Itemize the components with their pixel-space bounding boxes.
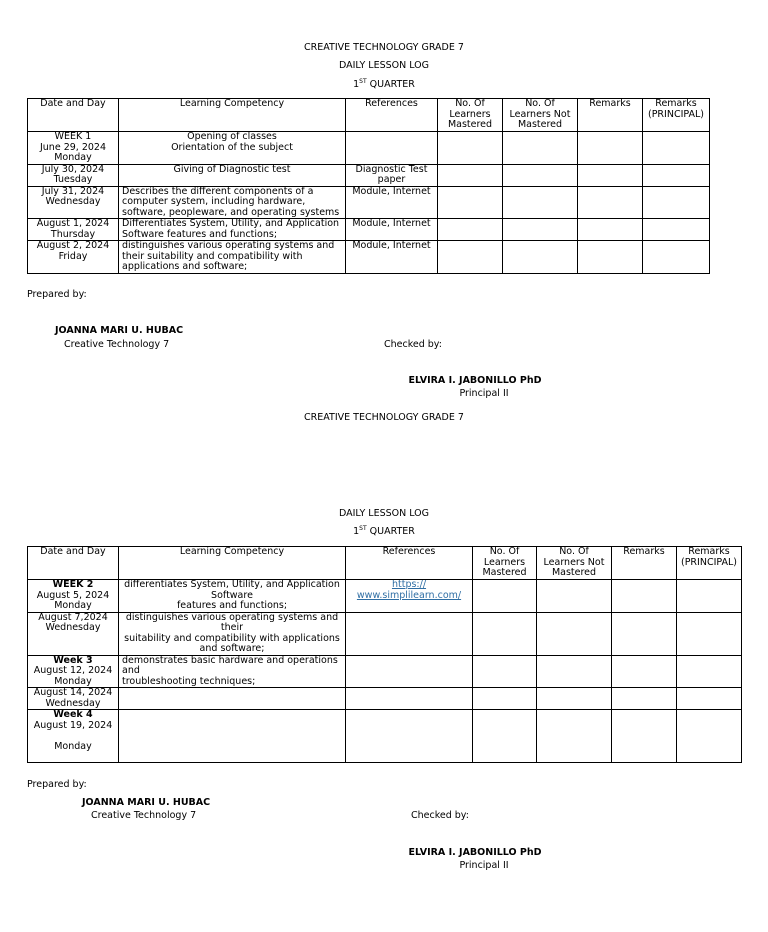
competency-cell xyxy=(119,164,346,186)
remarks-cell xyxy=(612,612,677,655)
table-header-row xyxy=(28,547,742,580)
quarter-word: QUARTER xyxy=(369,79,415,90)
lesson-log-table-1 xyxy=(27,98,710,274)
competency-text: Giving of Diagnostic test xyxy=(173,164,291,175)
date-cell xyxy=(28,710,119,763)
remarks-principal-cell xyxy=(677,612,742,655)
competency-cell xyxy=(119,132,346,165)
week-label: Week 3 xyxy=(53,655,93,666)
quarter-word: QUARTER xyxy=(369,526,415,537)
competency-cell xyxy=(119,612,346,655)
header-references: References xyxy=(346,547,473,580)
references-cell: Diagnostic Test paper xyxy=(346,164,438,186)
quarter-suffix: ST xyxy=(359,78,367,85)
remarks-cell xyxy=(612,688,677,710)
table-row xyxy=(28,688,742,710)
remarks-principal-cell xyxy=(643,219,710,241)
references-cell xyxy=(346,132,438,165)
table-row xyxy=(28,219,710,241)
header-competency: Learning Competency xyxy=(119,547,346,580)
date-cell xyxy=(28,655,119,688)
table-row xyxy=(28,132,710,165)
mastered-cell xyxy=(473,612,537,655)
competency-text: distinguishes various operating systems and xyxy=(125,612,339,623)
competency-text: applications and software; xyxy=(122,261,248,272)
date-text: August 7,2024 xyxy=(38,612,108,623)
competency-cell xyxy=(119,241,346,274)
not-mastered-cell xyxy=(537,710,612,763)
page1-title: CREATIVE TECHNOLOGY GRADE 7 xyxy=(304,42,464,53)
prepared-by-label: Prepared by: xyxy=(27,779,87,790)
date-cell xyxy=(28,132,119,165)
header-references: References xyxy=(346,99,438,132)
competency-text: features and functions; xyxy=(176,600,288,611)
table-row xyxy=(28,710,742,763)
teacher-name: JOANNA MARI U. HUBAC xyxy=(82,797,211,808)
references-cell: Module, Internet xyxy=(346,219,438,241)
week-label: Week 4 xyxy=(53,709,93,720)
week-label: WEEK 1 xyxy=(54,131,92,142)
remarks-cell xyxy=(612,580,677,613)
table-row xyxy=(28,655,742,688)
day-text: Tuesday xyxy=(53,174,93,185)
header-remarks: Remarks xyxy=(612,547,677,580)
date-text: August 14, 2024 xyxy=(33,687,113,698)
date-text: August 2, 2024 xyxy=(36,240,110,251)
date-text: August 19, 2024 xyxy=(33,719,113,731)
header-competency: Learning Competency xyxy=(119,99,346,132)
competency-text: software, peopleware, and operating systems xyxy=(122,206,340,218)
competency-cell xyxy=(119,688,346,710)
competency-text: differentiates System, Utility, and Application xyxy=(124,579,340,590)
header-date: Date and Day xyxy=(28,547,119,580)
header-mastered: No. Of Learners Mastered xyxy=(473,547,537,580)
mastered-cell xyxy=(473,580,537,613)
references-cell: Module, Internet xyxy=(346,241,438,274)
page1-subtitle: DAILY LESSON LOG xyxy=(338,60,430,71)
quarter-suffix: ST xyxy=(359,525,367,532)
day-text: Wednesday xyxy=(45,622,101,633)
page2-title: CREATIVE TECHNOLOGY GRADE 7 xyxy=(304,412,464,423)
day-text: Friday xyxy=(58,250,88,262)
references-cell xyxy=(346,612,473,655)
not-mastered-cell xyxy=(537,688,612,710)
day-text: Monday xyxy=(54,152,92,163)
principal-name: ELVIRA I. JABONILLO PhD xyxy=(408,847,542,858)
competency-cell xyxy=(119,710,346,763)
not-mastered-cell xyxy=(537,655,612,688)
references-cell xyxy=(346,710,473,763)
competency-text: Software xyxy=(211,589,253,601)
date-cell xyxy=(28,186,119,219)
day-text: Monday xyxy=(54,600,92,611)
competency-text: Describes the different components of a xyxy=(122,186,314,197)
remarks-principal-cell xyxy=(677,580,742,613)
competency-text: suitability and compatibility with applications xyxy=(124,632,340,644)
mastered-cell xyxy=(473,710,537,763)
teacher-name: JOANNA MARI U. HUBAC xyxy=(55,325,184,336)
header-date: Date and Day xyxy=(28,99,119,132)
table-row xyxy=(28,186,710,219)
mastered-cell xyxy=(438,164,503,186)
date-text: August 12, 2024 xyxy=(33,665,113,676)
table-row xyxy=(28,580,742,613)
table-row xyxy=(28,164,710,186)
date-text: August 1, 2024 xyxy=(36,218,110,229)
mastered-cell xyxy=(438,132,503,165)
page1-quarter xyxy=(0,79,768,90)
remarks-cell xyxy=(612,710,677,763)
competency-text: computer system, including hardware, xyxy=(122,196,306,207)
competency-text: Opening of classes xyxy=(187,131,277,142)
remarks-cell xyxy=(578,186,643,219)
not-mastered-cell xyxy=(503,186,578,219)
day-text: Wednesday xyxy=(45,196,101,207)
remarks-cell xyxy=(578,132,643,165)
references-cell xyxy=(346,655,473,688)
date-cell xyxy=(28,164,119,186)
competency-text: and xyxy=(122,665,140,676)
date-text: June 29, 2024 xyxy=(39,141,106,153)
mastered-cell xyxy=(438,186,503,219)
date-cell xyxy=(28,219,119,241)
references-cell: Module, Internet xyxy=(346,186,438,219)
not-mastered-cell xyxy=(503,132,578,165)
remarks-cell xyxy=(612,655,677,688)
not-mastered-cell xyxy=(503,164,578,186)
competency-text: demonstrates basic hardware and operations xyxy=(122,655,338,666)
competency-cell xyxy=(119,219,346,241)
reference-link[interactable]: https:// xyxy=(391,579,427,590)
competency-text: Orientation of the subject xyxy=(171,141,293,153)
remarks-principal-cell xyxy=(643,164,710,186)
date-text: July 30, 2024 xyxy=(41,164,105,175)
not-mastered-cell xyxy=(537,580,612,613)
table-row xyxy=(28,612,742,655)
remarks-principal-cell xyxy=(677,688,742,710)
references-cell xyxy=(346,688,473,710)
mastered-cell xyxy=(438,219,503,241)
competency-text: Differentiates System, Utility, and Application xyxy=(122,218,340,229)
header-remarks-principal: Remarks (PRINCIPAL) xyxy=(677,547,742,580)
remarks-principal-cell xyxy=(677,655,742,688)
not-mastered-cell xyxy=(537,612,612,655)
day-text: Wednesday xyxy=(45,697,101,709)
remarks-principal-cell xyxy=(677,710,742,763)
competency-text: and software; xyxy=(199,643,265,654)
day-text: Thursday xyxy=(50,228,96,240)
remarks-principal-cell xyxy=(643,186,710,219)
principal-role: Principal II xyxy=(459,860,509,871)
mastered-cell xyxy=(473,688,537,710)
competency-text: troubleshooting techniques; xyxy=(122,675,256,687)
competency-text: Software features and functions; xyxy=(122,228,278,240)
quarter-number: 1 xyxy=(353,79,360,90)
references-cell xyxy=(346,580,473,613)
competency-text: their xyxy=(220,622,244,633)
teacher-role: Creative Technology 7 xyxy=(91,810,197,821)
week-label: WEEK 2 xyxy=(52,579,94,590)
checked-by-label: Checked by: xyxy=(384,339,442,350)
remarks-principal-cell xyxy=(643,132,710,165)
remarks-cell xyxy=(578,164,643,186)
competency-cell xyxy=(119,655,346,688)
header-not-mastered: No. Of Learners Not Mastered xyxy=(537,547,612,580)
page2-subtitle: DAILY LESSON LOG xyxy=(338,508,430,519)
teacher-role: Creative Technology 7 xyxy=(64,339,170,350)
date-cell xyxy=(28,241,119,274)
competency-text: distinguishes various operating systems and xyxy=(122,240,335,251)
page2-quarter xyxy=(0,526,768,537)
day-text: Monday xyxy=(54,675,92,687)
date-cell xyxy=(28,612,119,655)
mastered-cell xyxy=(473,655,537,688)
header-remarks: Remarks xyxy=(578,99,643,132)
competency-text: their suitability and compatibility with xyxy=(122,250,303,262)
day-text: Monday xyxy=(54,740,92,752)
remarks-cell xyxy=(578,241,643,274)
reference-link[interactable]: www.simplilearn.com/ xyxy=(356,589,462,601)
checked-by-label: Checked by: xyxy=(411,810,469,821)
principal-role: Principal II xyxy=(459,388,509,399)
principal-name: ELVIRA I. JABONILLO PhD xyxy=(408,375,542,386)
remarks-principal-cell xyxy=(643,241,710,274)
header-mastered: No. Of Learners Mastered xyxy=(438,99,503,132)
prepared-by-label: Prepared by: xyxy=(27,289,87,300)
date-text: August 5, 2024 xyxy=(36,589,110,601)
spacer xyxy=(31,731,115,742)
date-cell xyxy=(28,688,119,710)
header-remarks-principal: Remarks (PRINCIPAL) xyxy=(643,99,710,132)
remarks-cell xyxy=(578,219,643,241)
quarter-number: 1 xyxy=(353,526,360,537)
lesson-log-table-2 xyxy=(27,546,742,763)
date-text: July 31, 2024 xyxy=(41,186,105,197)
table-header-row xyxy=(28,99,710,132)
table-row xyxy=(28,241,710,274)
competency-cell xyxy=(119,580,346,613)
not-mastered-cell xyxy=(503,219,578,241)
competency-cell xyxy=(119,186,346,219)
not-mastered-cell xyxy=(503,241,578,274)
mastered-cell xyxy=(438,241,503,274)
date-cell xyxy=(28,580,119,613)
header-not-mastered: No. Of Learners Not Mastered xyxy=(503,99,578,132)
